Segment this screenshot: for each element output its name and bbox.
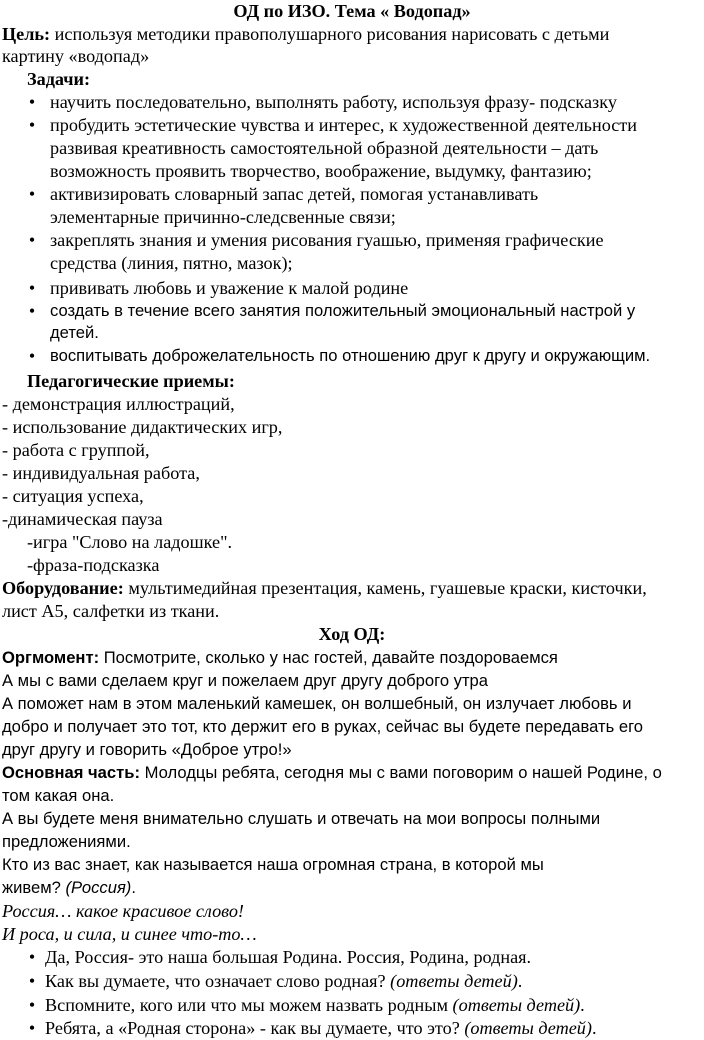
org-line-5: друг другу и говорить «Доброе утро!» [2,740,292,759]
goal-text: используя методики правополушарного рисования нарисовать с детьми [50,24,610,44]
equipment-line-2: лист А5, салфетки из ткани. [2,601,220,621]
techniques-heading: Педагогические приемы: [27,371,235,391]
goal-line-1 [2,23,609,46]
document-page: ОД по ИЗО. Тема « Водопад» Цель: используя методики правополушарного рисования нарисовать с детьми картину «водопад» Задачи: • научить последовательно, выполнять работу, используя фразу- подсказку • пробудить эстетические чувства и интерес, к художественной деятельности развивая креативность самостоятельной образной деятельности – дать возможность проявить творчество, воображение, выдумку, фантазию; • активизировать словарный запас детей, помогая устанавливать элементарные причинно-следсвенные связи; • закреплять знания и умения рисования гуашью, применяя графические средства (линия, пятно, мазок); • прививать любовь и уважение к малой родине • создать в течение всего занятия положительный эмоциональный настрой у детей. • воспитывать доброжелательность по отношению друг к другу и окружающим. Педагогические приемы: - демонстрация иллюстраций, - использование дидактических игр, - работа с группой, - индивидуальная работа, - ситуация успеха, -динамическая пауза -игра "Слово на ладошке". -фраза-подсказка Оборудование: мультимедийная презентация, камень, гуашевые краски, кисточки, лист А5, салфетки из ткани. Ход ОД: Оргмомент: Посмотрите, сколько у нас гостей, давайте поздороваемся А мы с вами сделаем круг и пожелаем друг другу доброго утра А поможет нам в этом маленький камешек, он волшебный, он излучает любовь и добро и получает это тот, кто держит его в руках, сейчас вы будете передавать его друг другу и говорить «Доброе утро!» Основная часть: Молодцы ребята, сегодня мы с вами поговорим о нашей Родине, о том какая она. А вы будете меня внимательно слушать и отвечать на мои вопросы полными предложениями. Кто из вас знает, как называется наша огромная страна, в которой мы живем? (Россия). Россия… какое красивое слово! И роса, и сила, и синее что-то… • Да, Россия- это наша большая Родина. Россия, Родина, родная. • Как вы думаете, что означает слово родная? (ответы детей). • Вспомните, кого или что мы можем назвать родным (ответы детей). • Ребята, а «Родная сторона» - как вы думаете, что это? (ответы детей). [0,0,704,1019]
org-line-1: Оргмомент: Посмотрите, сколько у нас гостей, давайте поздороваемся [2,648,558,667]
page-title: ОД по ИЗО. Тема « Водопад» [233,1,471,21]
main-line-3: А вы будете меня внимательно слушать и отвечать на мои вопросы полными [2,809,601,828]
main-line-5: Кто из вас знает, как называется наша огромная страна, в которой мы [2,855,544,874]
technique-item: - демонстрация иллюстраций, [2,394,235,414]
tasks-heading: Задачи: [27,69,91,89]
equipment-line-1: Оборудование: мультимедийная презентация, камень, гуашевые краски, кисточки, [2,578,647,598]
goal-line-2: картину «водопад» [2,46,150,66]
bullet-icon [27,970,37,993]
bullet-icon [27,229,37,252]
bullet-icon [27,300,37,323]
main-line-4: предложениями. [2,832,131,851]
bullet-icon [27,277,37,300]
goal-label: Цель: [2,24,51,44]
org-line-2: А мы с вами сделаем круг и пожелаем друг другу доброго утра [2,671,489,690]
main-line-6: живем? (Россия). [2,878,136,897]
poem-line-1: Россия… какое красивое слово! [2,901,244,921]
technique-item: -игра "Слово на ладошке". [27,532,233,552]
technique-item: - работа с группой, [2,440,150,460]
technique-item: - индивидуальная работа, [2,463,200,483]
technique-item: -динамическая пауза [2,509,163,529]
org-line-4: добро и получает это тот, кто держит его в руках, сейчас вы будете передавать его [2,717,644,736]
bullet-icon [27,183,37,206]
bullet-icon [27,91,37,114]
bullet-icon [27,345,37,368]
equipment-label: Оборудование: [2,578,124,598]
course-heading: Ход ОД: [318,624,386,644]
bullet-icon [27,114,37,137]
bullet-icon [27,946,37,969]
org-line-3: А поможет нам в этом маленький камешек, он волшебный, он излучает любовь и [2,694,632,713]
bullet-icon [27,994,37,1017]
main-line-2: том какая она. [2,786,115,805]
main-label: Основная часть: [2,763,140,782]
technique-item: - использование дидактических игр, [2,417,283,437]
bullet-icon [27,1017,37,1040]
main-line-1: Основная часть: Молодцы ребята, сегодня мы с вами поговорим о нашей Родине, о [2,763,662,782]
technique-item: -фраза-подсказка [27,555,160,575]
org-label: Оргмомент: [2,648,100,667]
poem-line-2: И роса, и сила, и синее что-то… [2,924,257,944]
technique-item: - ситуация успеха, [2,486,144,506]
